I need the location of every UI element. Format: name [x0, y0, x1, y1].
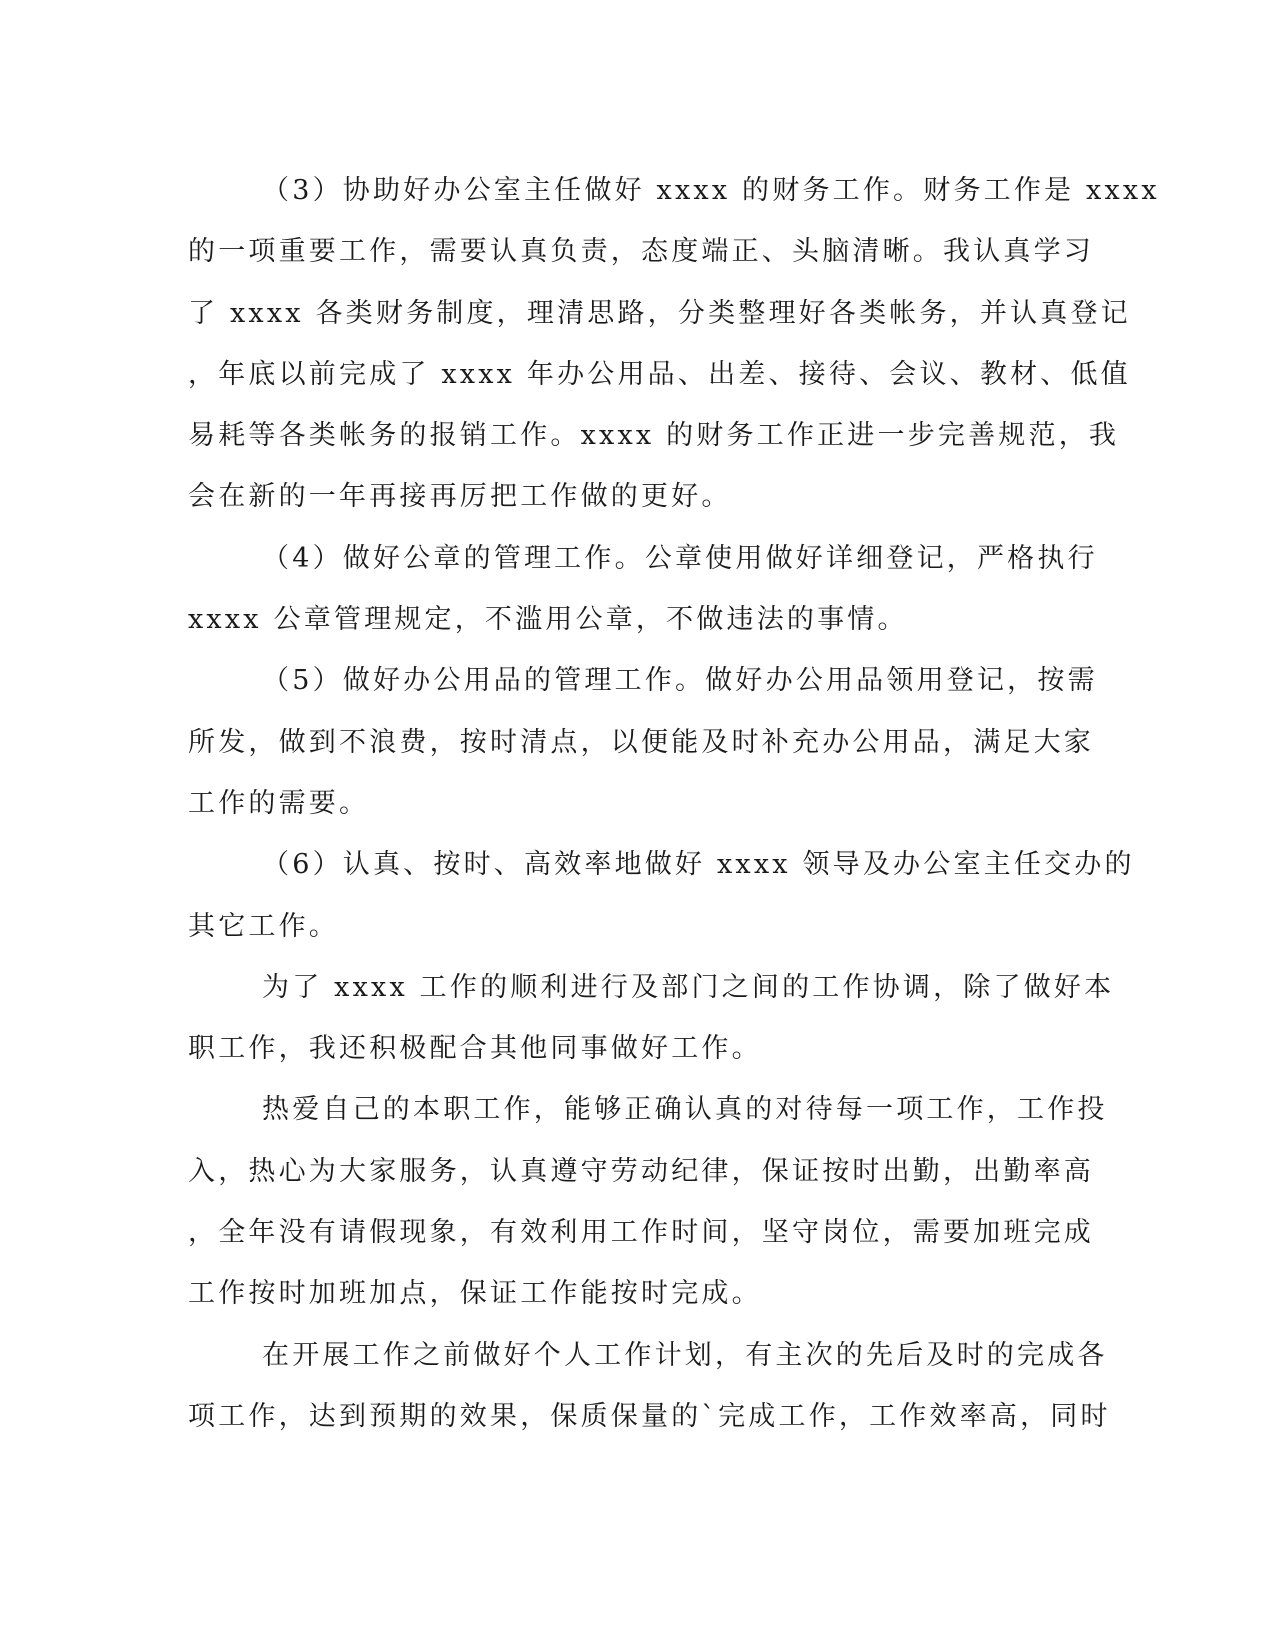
- text-line: 为了 xxxx 工作的顺利进行及部门之间的工作协调，除了做好本: [262, 971, 1115, 1003]
- text-line: 所发，做到不浪费，按时清点，以便能及时补充办公用品，满足大家: [188, 726, 1094, 758]
- text-line: xxxx 公章管理规定，不滥用公章，不做违法的事情。: [188, 604, 908, 636]
- text-line: （3）协助好办公室主任做好 xxxx 的财务工作。财务工作是 xxxx: [262, 175, 1160, 206]
- text-line: 在开展工作之前做好个人工作计划，有主次的先后及时的完成各: [262, 1339, 1108, 1371]
- text-line: 热爱自己的本职工作，能够正确认真的对待每一项工作，工作投: [262, 1094, 1108, 1126]
- text-line: 职工作，我还积极配合其他同事做好工作。: [188, 1033, 762, 1065]
- document-body: [188, 160, 1160, 1447]
- text-line: 的一项重要工作，需要认真负责，态度端正、头脑清晰。我认真学习: [188, 236, 1094, 268]
- text-line: 了 xxxx 各类财务制度，理清思路，分类整理好各类帐务，并认真登记: [188, 297, 1131, 329]
- text-line: （4）做好公章的管理工作。公章使用做好详细登记，严格执行: [262, 542, 1098, 574]
- text-line: 会在新的一年再接再厉把工作做的更好。: [188, 481, 732, 513]
- text-line: （5）做好办公用品的管理工作。做好办公用品领用登记，按需: [262, 665, 1098, 697]
- text-line: 工作的需要。: [188, 787, 370, 819]
- text-line: 其它工作。: [188, 910, 339, 942]
- text-line: 项工作，达到预期的效果，保质保量的`完成工作，工作效率高，同时: [188, 1400, 1111, 1432]
- text-line: 工作按时加班加点，保证工作能按时完成。: [188, 1278, 762, 1310]
- text-line: 易耗等各类帐务的报销工作。xxxx 的财务工作正进一步完善规范，我: [188, 420, 1120, 452]
- text-line: 入，热心为大家服务，认真遵守劳动纪律，保证按时出勤，出勤率高: [188, 1155, 1094, 1187]
- text-line: （6）认真、按时、高效率地做好 xxxx 领导及办公室主任交办的: [262, 849, 1135, 881]
- text-line: ，年底以前完成了 xxxx 年办公用品、出差、接待、会议、教材、低值: [188, 358, 1131, 390]
- text-line: ，全年没有请假现象，有效利用工作时间，坚守岗位，需要加班完成: [188, 1217, 1094, 1249]
